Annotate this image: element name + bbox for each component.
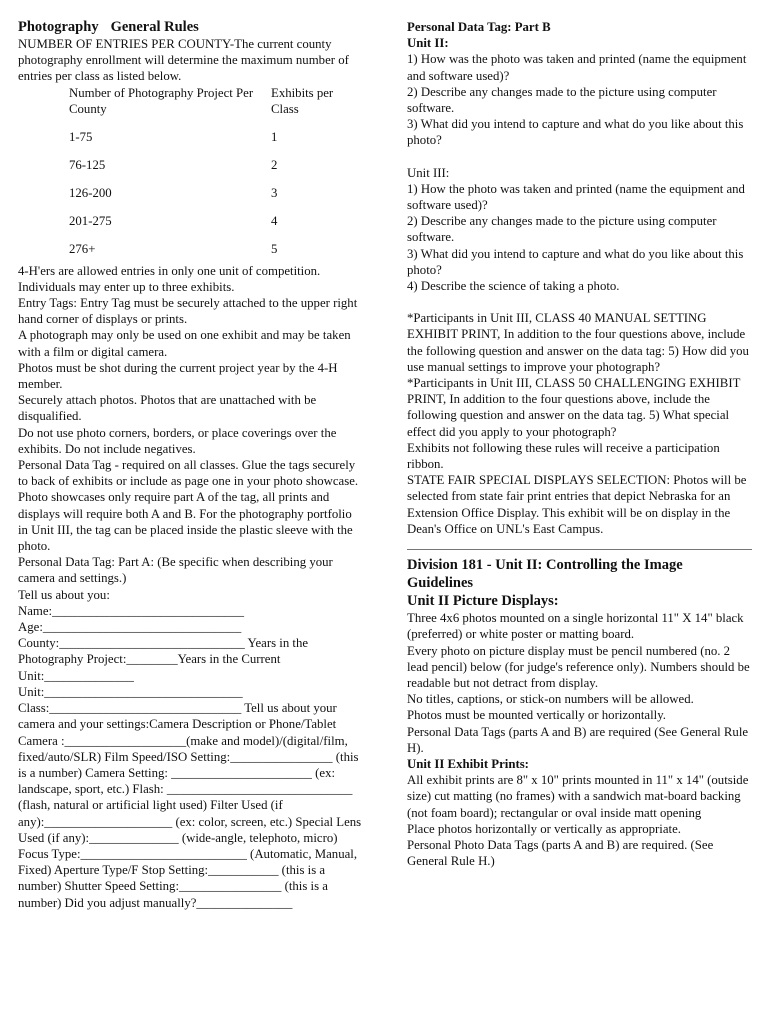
division-title: Division 181 - Unit II: Controlling the Image Guidelines [407,557,683,592]
prints-item: Personal Photo Data Tags (parts A and B) are required. (See General Rule H.) [407,837,714,869]
entries-intro: NUMBER OF ENTRIES PER COUNTY-The current county photography enrollment will determine the maximum number of entries per class as listed below. [18,37,349,84]
form-line-class-camera: Class:______________________________ Tell us about your camera and your settings:Camera Description or Phone/Tablet Camera :___________________(make and model)/(digital/film, fixed/auto/SLR) Film Speed/ISO Setting:________________ (this is a number) Camera Setting: ______________________ (ex: landscape, sport, etc.) Flash: _____________________________ (flash, natural or artificial light used) Filter Used (if any):____________________ (ex: color, screen, etc.) Special Lens Used (if any):______________ (wide-angle, telephoto, micro) Focus Type:__________________________ (Automatic, Manual, Fixed) Aperture Type/F Stop Setting:___________ (this is a number) Shutter Speed Setting:________________ (this is a number) Did you adjust manually?_______________ [18,701,362,910]
table-cell-exhibits: 3 [271,185,278,200]
table-cell-exhibits: 4 [271,213,278,228]
prints-item: All exhibit prints are 8" x 10" prints mounted in 11" x 14" (outside size) cut matting (no frames) with a sandwich mat-board backing (not foam board); rectangular or oval inside matt opening [407,773,749,820]
table-cell-exhibits: 2 [271,157,278,172]
section-title [18,19,363,36]
rule-paragraph: A photograph may only be used on one exhibit and may be taken with a film or digital camera. [18,328,351,359]
rule-paragraph: Do not use photo corners, borders, or place coverings over the exhibits. Do not include negatives. [18,425,337,456]
displays-item: No titles, captions, or stick-on numbers will be allowed. [407,692,694,707]
table-row [69,185,351,213]
form-line-county: County:_____________________________ Years in the Photography Project:________Years in the Current Unit:______________ [18,636,309,683]
table-cell-exhibits: 1 [271,129,278,144]
rule-paragraph: Personal Data Tag: Part A: (Be specific when describing your camera and settings.) [18,555,333,586]
part-b-title: Personal Data Tag: Part B [407,20,551,34]
note-state-fair: STATE FAIR SPECIAL DISPLAYS SELECTION: Photos will be selected from state fair print entries that depict Nebraska for an Extension Office Display. This exhibit will be on display in the Dean's Office on UNL's East Campus. [407,473,747,536]
unit3-item: 1) How the photo was taken and printed (name the equipment and software used)? [407,181,745,213]
note-participation: Exhibits not following these rules will receive a participation ribbon. [407,440,720,472]
displays-item: Three 4x6 photos mounted on a single horizontal 11" X 14" black (preferred) or white poster or matting board. [407,611,744,642]
table-cell-range: 201-275 [69,213,112,228]
note-class40: *Participants in Unit III, CLASS 40 MANUAL SETTING EXHIBIT PRINT, In addition to the four questions above, include the following question and answer on the data tag: 5) How did you use manual settings to improve your photograph? [407,311,749,374]
table-row [69,129,351,157]
table-cell-range: 126-200 [69,185,112,200]
table-cell-range: 76-125 [69,157,106,172]
rule-paragraph: Securely attach photos. Photos that are unattached with be disqualified. [18,393,317,424]
unit3-item: 4) Describe the science of taking a photo. [407,279,620,294]
prints-item: Place photos horizontally or vertically as appropriate. [407,821,681,836]
table-header-exhibits: Exhibits per Class [271,85,334,116]
left-column [18,19,363,911]
right-column [407,19,752,869]
table-cell-range: 1-75 [69,129,93,144]
table-cell-exhibits: 5 [271,241,278,256]
title-general-rules: General Rules [110,19,199,35]
prints-title: Unit II Exhibit Prints: [407,756,529,771]
rule-paragraph: Photos must be shot during the current project year by the 4-H member. [18,360,338,392]
form-line-unit: Unit:_______________________________ [18,684,243,699]
rule-paragraph: Entry Tags: Entry Tag must be securely attached to the upper right hand corner of displays or prints. [18,296,358,327]
form-line-name: Name:______________________________ [18,603,245,618]
table-row [69,241,351,263]
rule-paragraph: Tell us about you: [18,587,110,602]
displays-item: Photos must be mounted vertically or horizontally. [407,708,666,723]
unit2-item: 3) What did you intend to capture and what do you like about this photo? [407,117,744,148]
rule-paragraph: Personal Data Tag - required on all classes. Glue the tags securely to back of exhibits or include as page one in your photo showcase. Photo showcases only require part A of the tag, all prints and displays will require both A and B. For the photography portfolio in Unit III, the tag can be placed inside the plastic sleeve with the photo. [18,458,359,554]
entries-table [69,85,351,263]
unit2-title: Unit II: [407,36,449,51]
displays-item: Every photo on picture display must be pencil numbered (no. 2 lead pencil) below (for judge's reference only). Numbers should be readable but not detract from display. [407,643,750,690]
form-line-age: Age:_______________________________ [18,620,242,635]
table-header-row [69,85,351,129]
table-header-county: Number of Photography Project Per County [69,85,254,116]
table-row [69,157,351,185]
title-photography: Photography [18,19,99,35]
unit3-item: 2) Describe any changes made to the picture using computer software. [407,214,717,245]
table-cell-range: 276+ [69,241,96,256]
displays-item: Personal Data Tags (parts A and B) are required (See General Rule H). [407,724,749,755]
unit3-title: Unit III: [407,165,450,180]
section-divider [407,549,752,550]
rule-paragraph: 4-H'ers are allowed entries in only one unit of competition. Individuals may enter up to three exhibits. [18,263,321,294]
unit3-item: 3) What did you intend to capture and what do you like about this photo? [407,246,744,277]
unit2-item: 2) Describe any changes made to the picture using computer software. [407,84,717,116]
unit2-item: 1) How was the photo was taken and printed (name the equipment and software used)? [407,52,747,83]
displays-title: Unit II Picture Displays: [407,593,559,610]
note-class50: *Participants in Unit III, CLASS 50 CHALLENGING EXHIBIT PRINT, In addition to the four questions above, include the following question and answer on the data tag. 5) What special effect did you apply to your photograph? [407,376,741,439]
table-row [69,213,351,241]
